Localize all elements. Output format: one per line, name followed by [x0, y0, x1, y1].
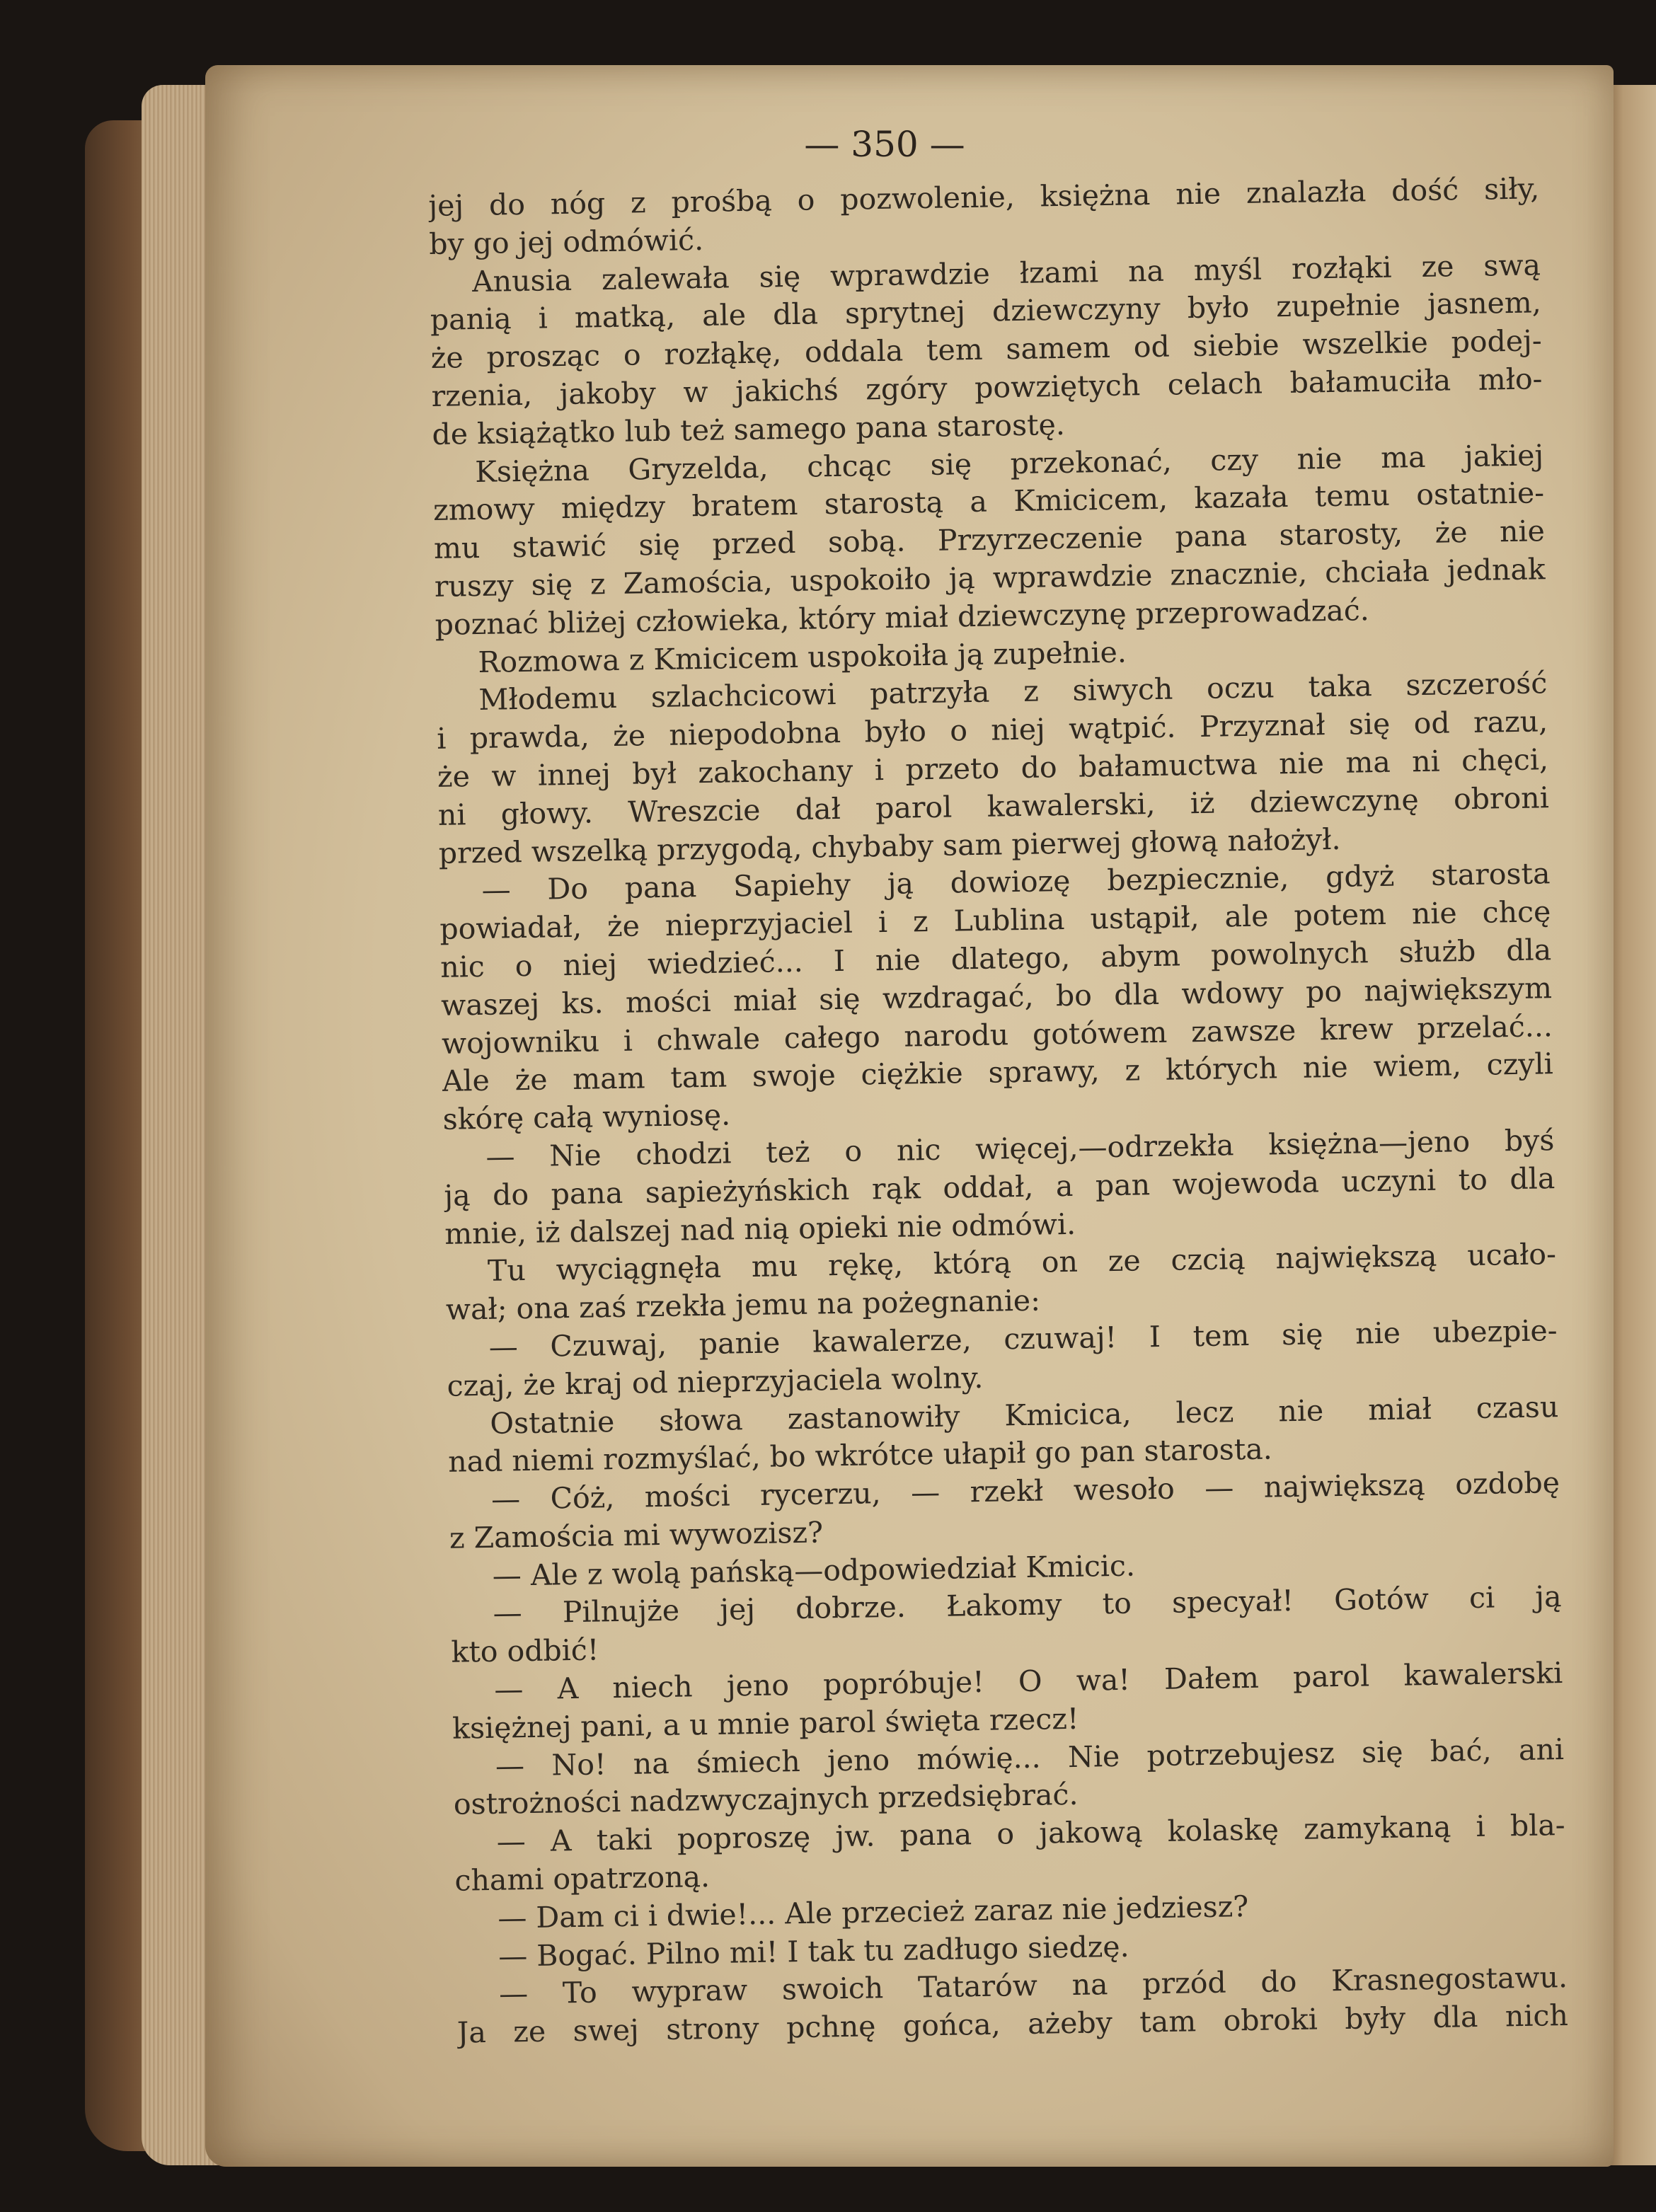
text-line: Rozmowa z Kmicicem uspokoiła ją zupełnie.: [478, 635, 1127, 679]
text-line: Młodemu szlachcicowi patrzyła z siwych oczu taka szczerość: [478, 666, 1548, 718]
text-line: czaj, że kraj od nieprzyjaciela wolny.: [447, 1360, 984, 1403]
text-line: — Pilnujże jej dobrze. Łakomy to specyał! Gotów ci ją: [493, 1579, 1562, 1631]
text-line: Ja ze swej strony pchnę gońca, ażeby tam obroki były dla nich: [456, 1998, 1569, 2050]
text-line: — A niech jeno popróbuje! O wa! Dałem parol kawalerski: [493, 1656, 1563, 1707]
text-line: zmowy między bratem starostą a Kmicicem, kazała temu ostatnie-: [432, 476, 1545, 528]
text-line: ostrożności nadzwyczajnych przedsiębrać.: [453, 1778, 1079, 1822]
text-line: nad niemi rozmyślać, bo wkrótce ułapił go pan starosta.: [447, 1432, 1273, 1480]
text-line: poznać bliżej człowieka, który miał dziewczynę przeprowadzać.: [435, 592, 1370, 642]
text-line: — Czuwaj, panie kawalerze, czuwaj! I tem się nie ubezpie-: [488, 1313, 1558, 1364]
text-line: — To wypraw swoich Tatarów na przód do Krasnegostawu.: [498, 1960, 1568, 2012]
text-line: że prosząc o rozłąkę, oddala tem samem od siebie wszelkie podej-: [430, 323, 1542, 376]
text-line: — A taki poproszę jw. pana o jakową kolaskę zamykaną i bla-: [496, 1808, 1565, 1860]
text-line: chami opatrzoną.: [454, 1860, 711, 1898]
text-line: wał; ona zaś rzekła jemu na pożegnanie:: [445, 1283, 1041, 1327]
text-line: Tu wyciągnęła mu rękę, którą on ze czcią największą ucało-: [487, 1237, 1557, 1289]
text-line: mu stawić się przed sobą. Przyrzeczenie pana starosty, że nie: [433, 514, 1546, 566]
text-line: — Ale z wolą pańską—odpowiedział Kmicic.: [492, 1548, 1136, 1593]
text-line: skórę całą wyniosę.: [442, 1098, 731, 1136]
text-line: wojowniku i chwale całego narodu gotówem zawsze krew przelać...: [441, 1008, 1553, 1061]
text-line: Ale że mam tam swoje ciężkie sprawy, z których nie wiem, czyli: [442, 1047, 1554, 1099]
text-line: Księżna Gryzelda, chcąc się przekonać, czy nie ma jakiej: [474, 437, 1544, 489]
text-line: ruszy się z Zamościa, uspokoiło ją wprawdzie znacznie, chciała jednak: [434, 552, 1546, 604]
body-text: [428, 170, 1568, 2052]
text-line: ni głowy. Wreszcie dał parol kawalerski, iż dziewczynę obroni: [437, 780, 1550, 832]
text-line: kto odbić!: [451, 1632, 599, 1670]
text-line: — Do pana Sapiehy ją dowiozę bezpiecznie, gdyż starosta: [481, 856, 1551, 908]
text-line: panią i matką, ale dla sprytnej dziewczyny było zupełnie jasnem,: [430, 285, 1542, 338]
text-line: by go jej odmówić.: [428, 222, 704, 261]
text-line: — No! na śmiech jeno mówię... Nie potrzebujesz się bać, ani: [495, 1732, 1565, 1783]
text-line: i prawda, że niepodobna było o niej wątpić. Przyznał się od razu,: [436, 704, 1548, 756]
text-line: jej do nóg z prośbą o pozwolenie, księżna nie znalazła dość siły,: [428, 171, 1540, 223]
text-line: ją do pana sapieżyńskich rąk oddał, a pan wojewoda uczyni to dla: [444, 1160, 1556, 1213]
text-line: rzenia, jakoby w jakichś zgóry powziętych celach bałamuciła mło-: [431, 362, 1543, 413]
text-line: — Cóż, mości rycerzu, — rzekł wesoło — największą ozdobę: [490, 1465, 1560, 1516]
text-line: Ostatnie słowa zastanowiły Kmicica, lecz nie miał czasu: [490, 1389, 1559, 1441]
text-line: Anusia zalewała się wprawdzie łzami na myśl rozłąki ze swą: [471, 247, 1541, 299]
text-line: — Dam ci i dwie!... Ale przecież zaraz nie jedziesz?: [498, 1889, 1249, 1935]
text-line: waszej ks. mości miał się wzdragać, bo dla wdowy po największym: [440, 970, 1553, 1023]
text-line: — Bogać. Pilno mi! I tak tu zadługo siedzę.: [498, 1929, 1129, 1974]
page-number: — 350 —: [804, 124, 965, 165]
text-line: że w innej był zakochany i przeto do bałamuctwa nie ma ni chęci,: [437, 742, 1549, 794]
text-line: przed wszelką przygodą, chybaby sam pierwej głową nałożył.: [438, 822, 1341, 870]
text-line: księżnej pani, a u mnie parol święta rzecz!: [452, 1701, 1079, 1746]
text-line: nic o niej wiedzieć... I nie dlatego, abym powolnych służb dla: [439, 933, 1552, 984]
text-line: de książątko lub też samego pana starostę.: [432, 407, 1066, 451]
text-line: — Nie chodzi też o nic więcej,—odrzekła księżna—jeno byś: [485, 1123, 1555, 1174]
text-line: z Zamościa mi wywozisz?: [449, 1515, 824, 1555]
text-line: mnie, iż dalszej nad nią opieki nie odmówi.: [444, 1206, 1076, 1251]
text-line: powiadał, że nieprzyjaciel i z Lublina ustąpił, ale potem nie chcę: [439, 894, 1551, 947]
